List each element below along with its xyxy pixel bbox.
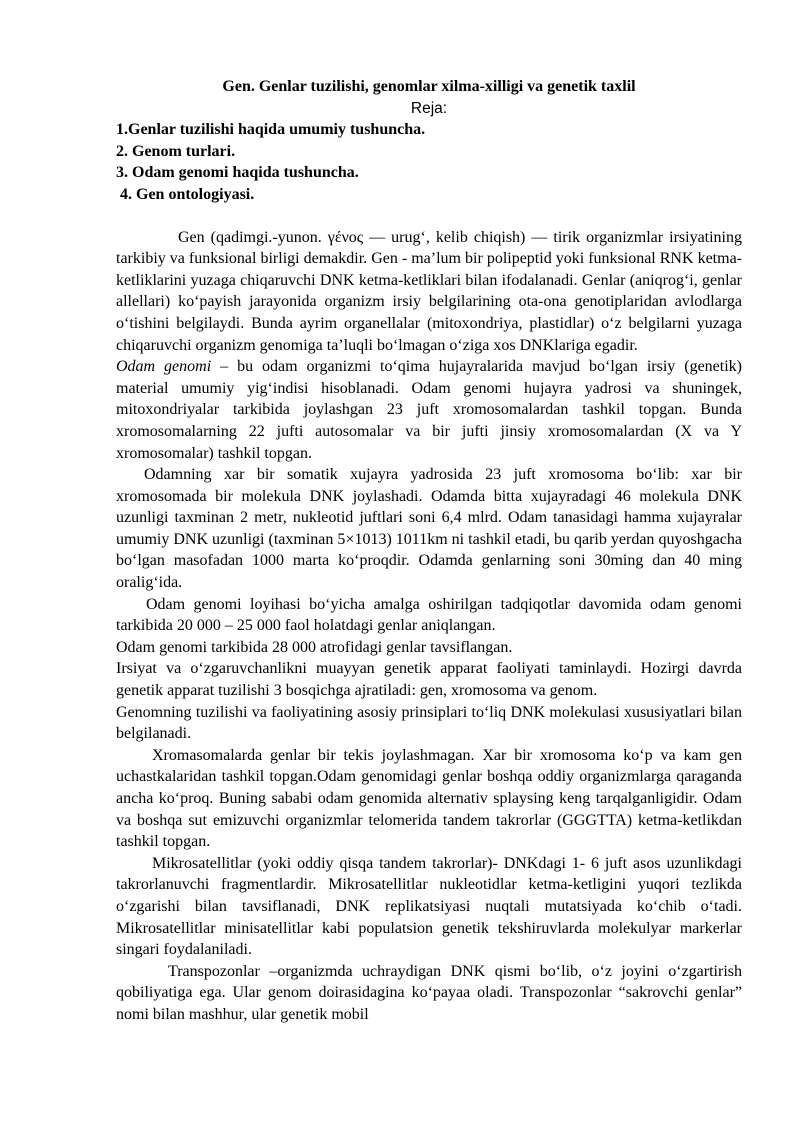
paragraph-somatic-cell: Odamning xar bir somatik xujayra yadrosida 23 juft xromosoma bo‘lib: xar bir xromosomada bir molekula DNK joylashadi. Odamda bitta xujayradagi 46 molekula DNK uzunligi taxminan 2 metr, nukleotid juftlari soni 6,4 mlrd. Odam tanasidagi hamma xujayralar umumiy DNK uzunligi (taxminan 5×1013) 1011km ni tashkil etadi, bu qarib yerdan quyoshgacha bo‘lgan masofadan 1000 marta ko‘proqdir. Odamda genlarning soni 30ming dan 40 ming oralig‘ida. (116, 466, 742, 592)
paragraph-gene-count: Odam genomi tarkibida 28 000 atrofidagi genlar tavsiflangan. (116, 638, 513, 656)
paragraph-chromosome-genes: Xromasomalarda genlar bir tekis joylashmagan. Xar bir xromosoma ko‘p va kam gen uchastkalaridan tashkil topgan.Odam genomidagi genlar boshqa oddiy organizmlarga qaraganda ancha ko‘proq. Buning sababi odam genomida alternativ splaysing keng tarqalganligidir. Odam va boshqa sut emizuvchi organizmlar telomerida tandem takrorlar (GGGTTA) ketma-ketlikdan tashkil topgan. (116, 746, 742, 851)
paragraph-human-genome (116, 356, 742, 464)
term-human-genome: Odam genomi (116, 358, 212, 376)
plan-item-1: 1.Genlar tuzilishi haqida umumiy tushuncha. (116, 121, 426, 139)
plan-heading: Reja: (410, 99, 448, 117)
paragraph-genetic-apparatus: Irsiyat va o‘zgaruvchanlikni muayyan genetik apparat faoliyati taminlaydi. Hozirgi davrda genetik apparat tuzilishi 3 bosqichga ajratiladi: gen, xromosoma va genom. (116, 660, 742, 700)
plan-item-4: 4. Gen ontologiyasi. (120, 185, 255, 203)
plan-item-3: 3. Odam genomi haqida tushuncha. (116, 164, 359, 182)
paragraph-human-genome-text: – bu odam organizmi to‘qima hujayralarida mavjud bo‘lgan irsiy (genetik) material umumiy yig‘indisi hisoblanadi. Odam genomi hujayra yadrosi va shuningek, mitoxondriyalar tarkibida joylashgan 23 juft xromosomalardan tashkil topgan. Bunda xromosomalarning 22 jufti autosomalar va bir jufti jinsiy xromosomalardan (X va Y xromosomalar) tashkil topgan. (116, 358, 742, 462)
paragraph-gen-definition: Gen (qadimgi.-yunon. γένος — urug‘, kelib chiqish) — tirik organizmlar irsiyatining tarkibiy va funksional birligi demakdir. Gen - ma’lum bir polipeptid yoki funksional RNK ketma-ketliklarini yuzaga chiqaruvchi DNK ketma-ketliklari bilan ifodalanadi. Genlar (aniqrog‘i, genlar allellari) ko‘payish jarayonida organizm irsiy belgilarining ota-ona genotiplaridan avlodlarga o‘tishini belgilaydi. Bunda ayrim organellalar (mitoxondriya, plastidlar) o‘z belgilarni yuzaga chiqaruvchi organizm genomiga ta’luqli bo‘lmagan o‘ziga xos DNKlariga egadir. (116, 228, 742, 354)
plan-item-2: 2. Genom turlari. (116, 142, 236, 160)
document-title: Gen. Genlar tuzilishi, genomlar xilma-xilligi va genetik taxlil (222, 78, 636, 95)
paragraph-transposons: Transpozonlar –organizmda uchraydigan DNK qismi bo‘lib, o‘z joyini o‘zgartirish qobiliyatiga ega. Ular genom doirasidagina ko‘payaa oladi. Transpozonlar “sakrovchi genlar” nomi bilan mashhur, ular genetik mobil (116, 962, 742, 1023)
paragraph-genome-project: Odam genomi loyihasi bo‘yicha amalga oshirilgan tadqiqotlar davomida odam genomi tarkibida 20 000 – 25 000 faol holatdagi genlar aniqlangan. (116, 595, 742, 635)
paragraph-genome-principles: Genomning tuzilishi va faoliyatining asosiy prinsiplari to‘liq DNK molekulasi xususiyatlari bilan belgilanadi. (116, 703, 742, 743)
spacer (116, 206, 742, 227)
paragraph-microsatellites: Mikrosatellitlar (yoki oddiy qisqa tandem takrorlar)- DNKdagi 1- 6 juft asos uzunlikdagi takrorlanuvchi fragmentlardir. Mikrosatellitlar nukleotidlar ketma-ketligini yuqori tezlikda o‘zgarishi bilan tavsiflanadi, DNK replikatsiyasi nuqtali mutatsiyada ko‘chib o‘tadi. Mikrosatellitlar minisatellitlar kabi populatsion genetik tekshiruvlarda molekulyar markerlar singari foydalaniladi. (116, 854, 742, 959)
document-page (116, 76, 742, 1026)
